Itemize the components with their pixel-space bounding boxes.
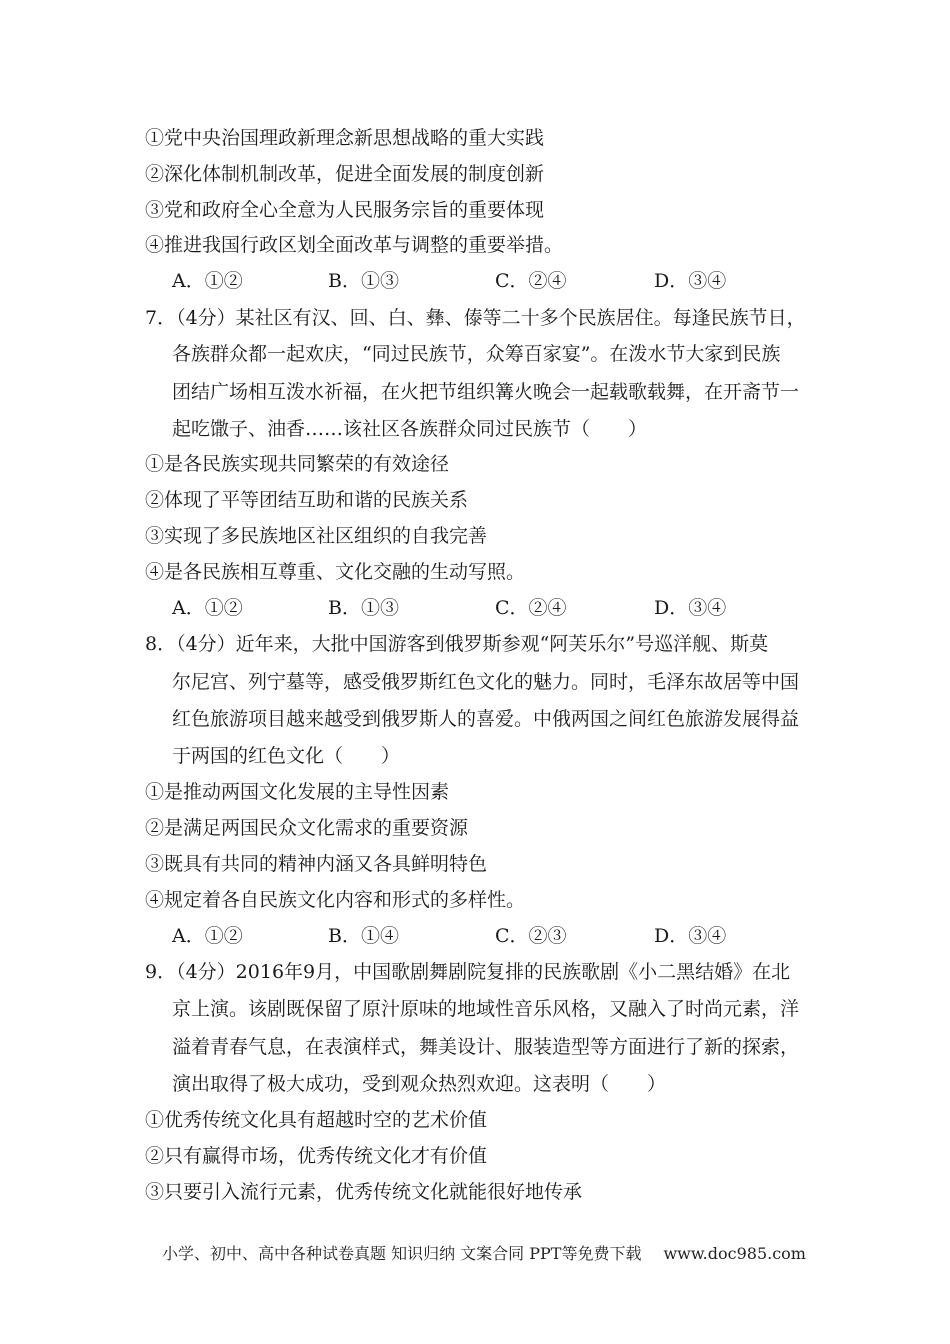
q7-stem-line-3: 团结广场相互泼水祈福，在火把节组织篝火晚会一起载歌载舞，在开斋节一 — [172, 381, 800, 403]
q7-statement-1: ①是各民族实现共同繁荣的有效途径 — [145, 453, 450, 475]
q9-statement-1: ①优秀传统文化具有超越时空的艺术价值 — [145, 1109, 488, 1131]
q7-statement-4: ④是各民族相互尊重、文化交融的生动写照。 — [145, 561, 526, 583]
option-d: D．③④ — [654, 597, 727, 619]
option-a: A．①② — [172, 597, 243, 619]
q8-statement-2: ②是满足两国民众文化需求的重要资源 — [145, 817, 469, 839]
q8-statement-3: ③既具有共同的精神内涵又各具鲜明特色 — [145, 853, 488, 875]
footer-site-link[interactable]: www.doc985.com — [663, 1244, 806, 1263]
q8-statement-4: ④规定着各自民族文化内容和形式的多样性。 — [145, 889, 526, 911]
q9-stem-line-1: 9．（4分）2016年9月，中国歌剧舞剧院复排的民族歌剧《小二黑结婚》在北 — [145, 961, 791, 983]
q9-stem-line-3: 溢着青春气息，在表演样式，舞美设计、服装造型等方面进行了新的探索， — [172, 1036, 800, 1058]
q8-stem-line-3: 红色旅游项目越来越受到俄罗斯人的喜爱。中俄两国之间红色旅游发展得益 — [172, 708, 800, 730]
prev-statement-2: ②深化体制机制改革，促进全面发展的制度创新 — [145, 163, 545, 185]
page-footer — [162, 1244, 806, 1264]
option-d: D．③④ — [654, 270, 727, 292]
q9-stem-line-4: 演出取得了极大成功，受到观众热烈欢迎。这表明（ ） — [172, 1073, 667, 1095]
prev-statement-1: ①党中央治国理政新理念新思想战略的重大实践 — [145, 127, 545, 149]
option-c: C．②③ — [495, 925, 567, 947]
q8-stem-line-2: 尔尼宫、列宁墓等，感受俄罗斯红色文化的魅力。同时，毛泽东故居等中国 — [172, 671, 800, 693]
q8-statement-1: ①是推动两国文化发展的主导性因素 — [145, 781, 450, 803]
q8-stem-line-4: 于两国的红色文化（ ） — [172, 745, 401, 767]
prev-statement-4: ④推进我国行政区划全面改革与调整的重要举措。 — [145, 234, 564, 256]
q7-stem-line-4: 起吃馓子、油香……该社区各族群众同过民族节（ ） — [172, 418, 648, 440]
prev-statement-3: ③党和政府全心全意为人民服务宗旨的重要体现 — [145, 199, 545, 221]
option-c: C．②④ — [495, 597, 567, 619]
option-b: B．①③ — [328, 597, 399, 619]
option-c: C．②④ — [495, 270, 567, 292]
option-d: D．③④ — [654, 925, 727, 947]
q9-stem-line-2: 京上演。该剧既保留了原汁原味的地域性音乐风格，又融入了时尚元素，洋 — [172, 998, 800, 1020]
q7-stem-line-2: 各族群众都一起欢庆，“同过民族节，众筹百家宴”。在泼水节大家到民族 — [172, 343, 781, 365]
q7-stem-line-1: 7．（4分）某社区有汉、回、白、彝、傣等二十多个民族居住。每逢民族节日， — [145, 307, 806, 329]
q9-statement-2: ②只有赢得市场，优秀传统文化才有价值 — [145, 1145, 488, 1167]
q7-statement-2: ②体现了平等团结互助和谐的民族关系 — [145, 489, 469, 511]
option-a: A．①② — [172, 925, 243, 947]
footer-text: 小学、初中、高中各种试卷真题 知识归纳 文案合同 PPT等免费下载 — [162, 1244, 642, 1263]
option-a: A．①② — [172, 270, 243, 292]
q9-statement-3: ③只要引入流行元素，优秀传统文化就能很好地传承 — [145, 1181, 583, 1203]
option-b: B．①④ — [328, 925, 399, 947]
option-b: B．①③ — [328, 270, 399, 292]
q8-stem-line-1: 8．（4分）近年来，大批中国游客到俄罗斯参观“阿芙乐尔”号巡洋舰、斯莫 — [145, 633, 769, 655]
q7-statement-3: ③实现了多民族地区社区组织的自我完善 — [145, 525, 488, 547]
